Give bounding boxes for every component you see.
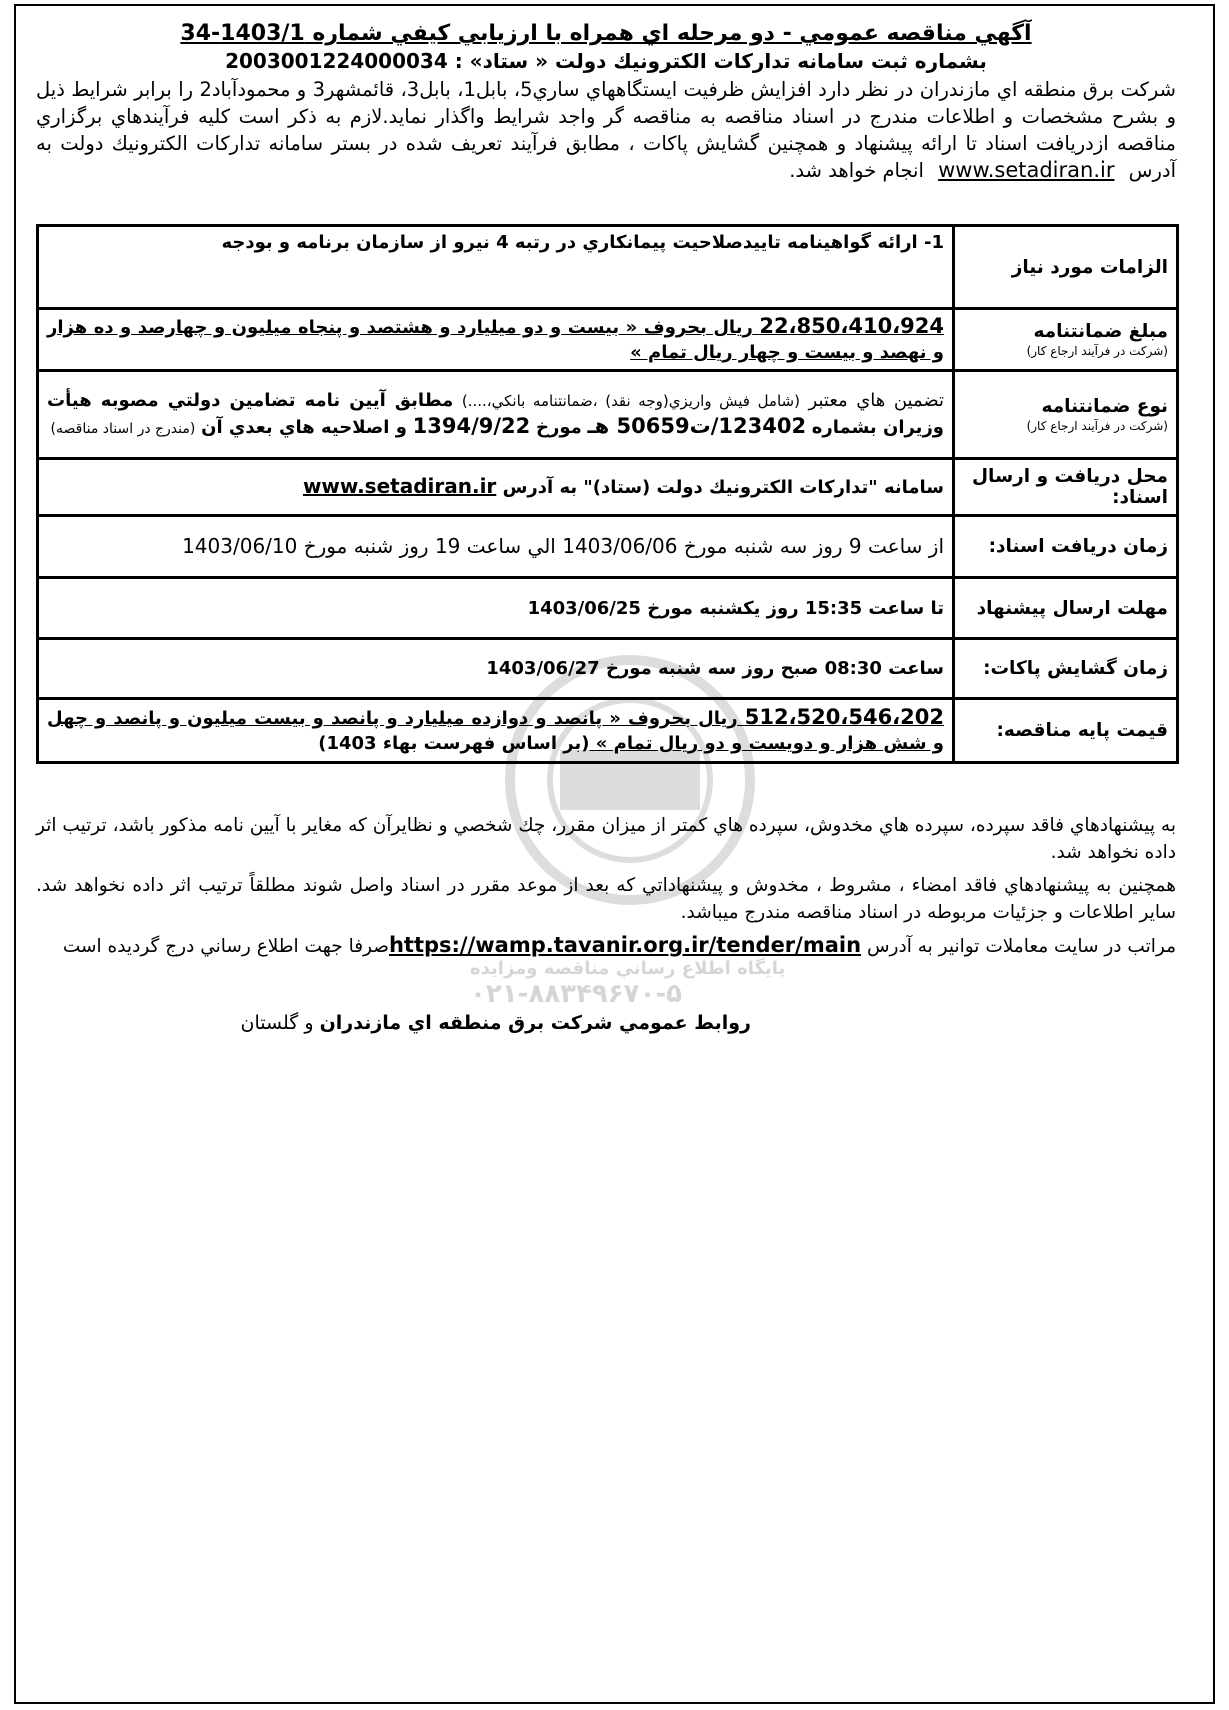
- table-row: [38, 699, 1178, 763]
- guarantee-amount-label: مبلغ ضمانتنامه: [1033, 321, 1168, 342]
- guarantee-type-sublabel: (شركت در فرآيند ارجاع كار): [1026, 419, 1168, 433]
- table-row: [38, 639, 1178, 699]
- table-row: [38, 578, 1178, 639]
- opening-time-value: ساعت 08:30 صبح روز سه شنبه مورخ 1403/06/27: [38, 639, 954, 699]
- announcement-header: [36, 20, 1176, 184]
- announcement-title: آگهي مناقصه عمومي - دو مرحله اي همراه با ارزيابي كيفي شماره 1403/1-34: [180, 21, 1032, 46]
- table-row: [38, 309, 1178, 371]
- base-price-words: ريال بحروف « پانصد و دوازده ميليارد و پانصد و بيست ميليون و پانصد و چهل و شش هزار و دويست و دو ريال تمام »: [47, 708, 944, 754]
- table-row: [38, 459, 1178, 516]
- note-deposit: به پيشنهادهاي فاقد سپرده، سپرده هاي مخدوش، سپرده هاي كمتر از ميزان مقرر، چك شخصي و نظايرآن كه مغاير با آيين نامه مذكور باشد، ترتيب اثر داده نخواهد شد.: [36, 815, 1176, 863]
- signature: روابط عمومي شركت برق منطقه اي مازندران و گلستان: [240, 1012, 751, 1034]
- guarantee-type-value: تضمين هاي معتبر (شامل فيش واريزي(وجه نقد) ،ضمانتنامه بانكي،....) مطابق آيين نامه تضامين دولتي مصوبه هيأت وزيران بشماره 123402/ت50659 هـ مورخ 1394/9/22 و اصلاحيه هاي بعدي آن (مندرج در اسناد مناقصه): [38, 371, 954, 459]
- tender-details-table: [36, 224, 1179, 764]
- guarantee-amount-sublabel: (شركت در فرآيند ارجاع كار): [1026, 344, 1168, 358]
- watermark-text: پايگاه اطلاع رساني مناقصه ومزايده ۰۲۱-۸۸۳۴۹۶۷۰-۵: [470, 958, 786, 1009]
- setadiran-link[interactable]: www.setadiran.ir: [938, 158, 1115, 182]
- documents-place-link[interactable]: www.setadiran.ir: [302, 474, 497, 498]
- intro-paragraph: شركت برق منطقه اي مازندران در نظر دارد افزايش ظرفيت ايستگاههاي ساري5، بابل1، بابل3، قائمشهر3 و محمودآباد2 را برابر شرايط ذيل و بشرح مشخصات و اطلاعات مندرج در اسناد مناقصه به مناقصه گر واجد شرايط واگذار نمايد.لازم به ذكر است كليه فرآيندهاي برگزاري مناقصه ازدريافت اسناد تا ارائه پيشنهاد و همچنين گشايش پاكات ، مطابق فرآيند تعريف شده در بستر سامانه تداركات الكترونيك دولت به آدرس www.setadiran.ir انجام خواهد شد.: [36, 78, 1176, 182]
- base-price-note: (بر اساس فهرست بهاء 1403): [318, 733, 590, 754]
- documents-place-value: سامانه "تداركات الكترونيك دولت (ستاد)" به آدرس: [502, 477, 944, 498]
- decree-number: 123402/ت50659 هـ: [587, 413, 807, 438]
- decree-date: 1394/9/22: [412, 413, 531, 438]
- note-signature: همچنين به پيشنهادهاي فاقد امضاء ، مشروط ، مخدوش و پيشنهاداتي كه بعد از موعد مقرر در اسناد واصل شوند مطلقاً ترتيب اثر داده نخواهد شد. ساير اطلاعات و جزئيات مربوطه در اسناد مناقصه مندرج ميباشد.: [36, 875, 1176, 923]
- submission-deadline-value: تا ساعت 15:35 روز يكشنبه مورخ 1403/06/25: [38, 578, 954, 639]
- tavanir-link[interactable]: https://wamp.tavanir.org.ir/tender/main: [388, 933, 862, 957]
- table-row: [38, 226, 1178, 309]
- setad-registration-line: بشماره ثبت سامانه تداركات الكترونيك دولت « ستاد» : 2003001224000034: [225, 49, 987, 73]
- base-price-number: 512،520،546،202: [744, 705, 944, 729]
- base-price-label: قيمت پايه مناقصه:: [954, 699, 1178, 763]
- requirements-value: 1- ارائه گواهينامه تاييدصلاحيت پيمانكاري در رتبه 4 نيرو از سازمان برنامه و بودجه: [221, 232, 944, 253]
- table-row: [38, 371, 1178, 459]
- documents-time-label: زمان دريافت اسناد:: [954, 516, 1178, 578]
- submission-deadline-label: مهلت ارسال پيشنهاد: [954, 578, 1178, 639]
- guarantee-amount-number: 22،850،410،924: [759, 314, 944, 338]
- guarantee-type-label: نوع ضمانتنامه: [1041, 396, 1168, 417]
- documents-place-label: محل دريافت و ارسال اسناد:: [954, 459, 1178, 516]
- notes-section: [36, 812, 1176, 966]
- table-row: [38, 516, 1178, 578]
- guarantee-amount-words: ريال بحروف « بيست و دو ميليارد و هشتصد و پنجاه ميليون و چهارصد و ده هزار و نهصد و بيست و چهار ريال تمام »: [47, 317, 944, 363]
- requirements-label: الزامات مورد نياز: [954, 226, 1178, 309]
- opening-time-label: زمان گشايش پاكات:: [954, 639, 1178, 699]
- documents-time-value: از ساعت 9 روز سه شنبه مورخ 1403/06/06 الي ساعت 19 روز شنبه مورخ 1403/06/10: [38, 516, 954, 578]
- note-tavanir: مراتب در سايت معاملات توانير به آدرس https://wamp.tavanir.org.ir/tender/mainصرفا جهت اطلاع رساني درج گرديده است: [62, 933, 1176, 957]
